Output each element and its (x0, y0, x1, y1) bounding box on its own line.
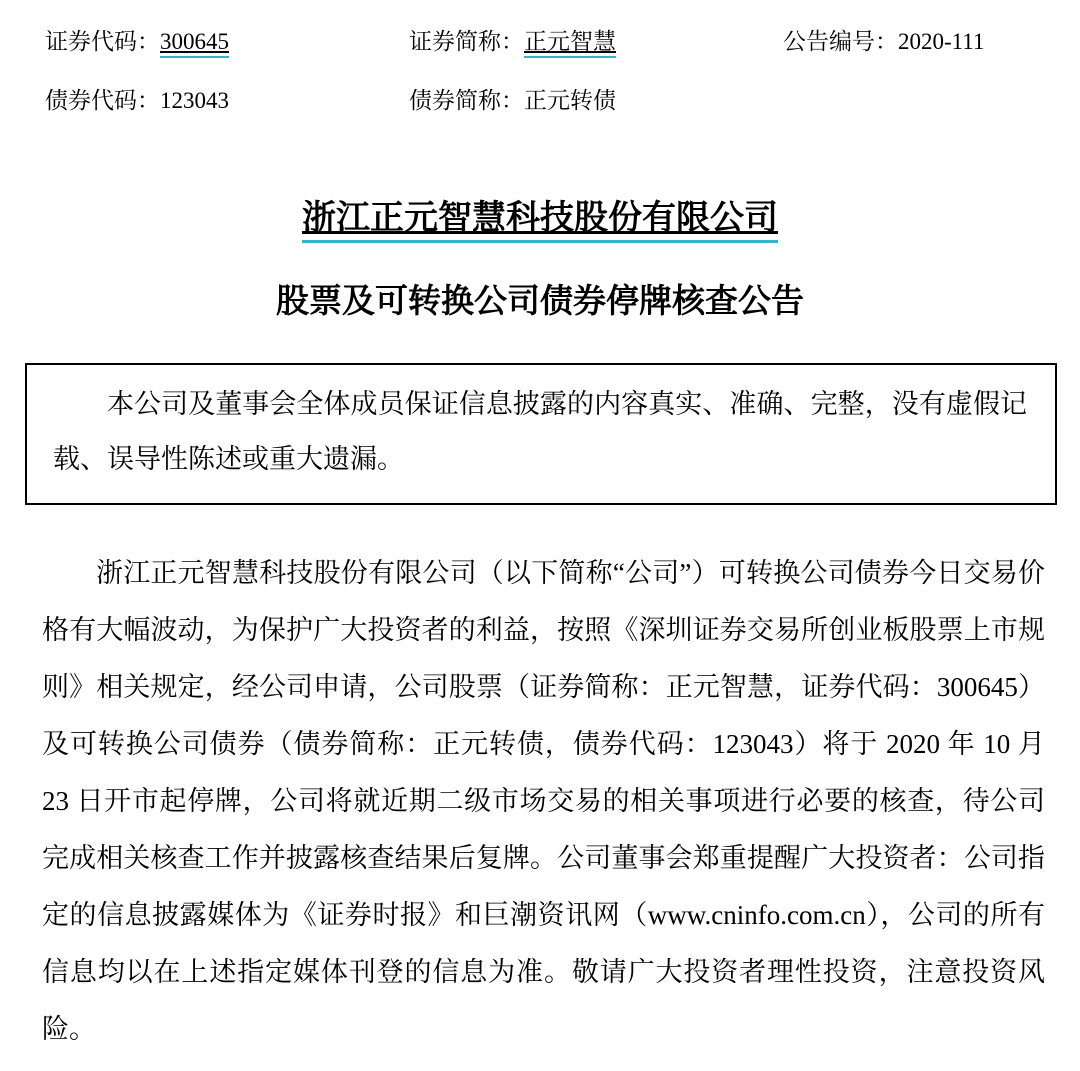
announcement-number (783, 26, 1045, 58)
security-code-label: 证券代码： (45, 29, 160, 54)
header-spacer (783, 85, 1045, 117)
bond-name-value: 正元转债 (524, 88, 616, 113)
security-name (409, 26, 783, 58)
announcement-number-value: 2020-111 (898, 29, 985, 54)
security-name-label: 证券简称： (409, 29, 524, 54)
company-name-text: 浙江正元智慧科技股份有限公司 (302, 200, 778, 243)
document-header (0, 0, 1080, 117)
security-code (45, 26, 409, 58)
security-name-value: 正元智慧 (524, 29, 616, 58)
bond-code (45, 85, 409, 117)
announcement-body-paragraph: 浙江正元智慧科技股份有限公司（以下简称“公司”）可转换公司债券今日交易价格有大幅波动，为保护广大投资者的利益，按照《深圳证券交易所创业板股票上市规则》相关规定，经公司申请，公司股票（证券简称：正元智慧，证券代码：300645）及可转换公司债券（债券简称：正元转债，债券代码：123043）将于 2020 年 10 月 23 日开市起停牌，公司将就近期二级市场交易的相关事项进行必要的核查，待公司完成相关核查工作并披露核查结果后复牌。公司董事会郑重提醒广大投资者：公司指定的信息披露媒体为《证券时报》和巨潮资讯网（www.cninfo.com.cn），公司的所有信息均以在上述指定媒体刊登的信息为准。敬请广大投资者理性投资，注意投资风险。 (42, 558, 1045, 1044)
bond-code-value: 123043 (160, 88, 229, 113)
bond-name-label: 债券简称： (409, 88, 524, 113)
announcement-title: 股票及可转换公司债券停牌核查公告 (276, 284, 804, 320)
bond-name (409, 85, 783, 117)
title-block (0, 195, 1080, 325)
header-row-securities (45, 26, 1045, 58)
security-code-value: 300645 (160, 29, 229, 58)
disclosure-notice-text: 本公司及董事会全体成员保证信息披露的内容真实、准确、完整，没有虚假记载、误导性陈述或重大遗漏。 (53, 389, 1027, 474)
header-row-bonds (45, 85, 1045, 117)
company-name-title (0, 195, 1080, 243)
announcement-number-label: 公告编号： (783, 29, 898, 54)
disclosure-notice-box (25, 363, 1057, 505)
bond-code-label: 债券代码： (45, 88, 160, 113)
